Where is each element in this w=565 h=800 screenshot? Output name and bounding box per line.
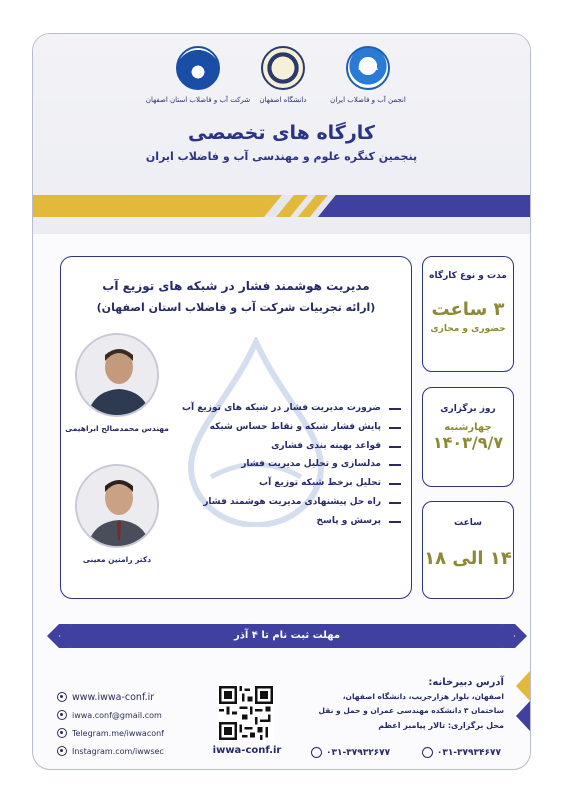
address-heading: آدرس دبیرخانه: (428, 677, 504, 688)
workshop-panel (60, 256, 412, 599)
workshop-topic: مدیریت هوشمند فشار در شبکه های توزیع آب (102, 279, 370, 293)
venue-text: محل برگزاری: تالار پیامبر اعظم (378, 721, 504, 730)
qr-code-icon[interactable] (218, 685, 274, 741)
date-weekday: چهارشنبه (444, 422, 492, 433)
date-label: روز برگزاری (440, 404, 496, 414)
presenter-name: دکتر رامتین معینی (82, 555, 152, 564)
list-item (171, 493, 401, 512)
decorative-stripes (33, 192, 530, 220)
address-block (294, 677, 504, 730)
bullet-dash-icon (389, 408, 401, 410)
person-avatar-icon (77, 466, 159, 548)
contact-text: iwwa.conf@gmail.com (72, 710, 162, 720)
workshop-topic-subtitle: (ارائه تجربیات شرکت آب و فاضلاب استان اصفهان) (96, 301, 376, 314)
agenda-item-text: قواعد بهینه بندی فشاری (271, 440, 381, 451)
person-avatar-icon (77, 335, 159, 417)
presenter-photo (75, 464, 159, 548)
logo-row (33, 46, 530, 126)
instagram-icon (57, 746, 67, 756)
globe-icon (57, 692, 67, 702)
agenda-item-text: راه حل پیشنهادی مدیریت هوشمند فشار (203, 496, 381, 507)
contact-list (57, 689, 187, 761)
qr-caption: iwwa-conf.ir (212, 745, 282, 756)
duration-value: ۳ ساعت (431, 299, 505, 320)
bullet-dash-icon (389, 483, 401, 485)
duration-type: حضوری و مجازی (430, 324, 506, 334)
phone-list (311, 747, 501, 758)
address-line: اصفهان، بلوار هزارجریب، دانشگاه اصفهان، (342, 692, 504, 701)
bullet-dash-icon (389, 502, 401, 504)
agenda-list (171, 399, 401, 531)
iwwa-caption: انجمن آب و فاضلاب ایران (330, 96, 406, 104)
telegram-icon (57, 728, 67, 738)
phone-icon (311, 747, 322, 758)
instagram-link[interactable] (57, 743, 187, 759)
agenda-item-text: پرسش و پاسخ (316, 515, 381, 526)
time-value: ۱۴ الی ۱۸ (424, 548, 512, 569)
phone-text: ۰۳۱-۳۷۹۳۴۶۷۷ (436, 747, 501, 758)
water-company-caption: شرکت آب و فاضلاب استان اصفهان (145, 96, 251, 104)
time-box (422, 501, 514, 599)
date-value: ۱۴۰۳/۹/۷ (432, 433, 504, 452)
presenter-photo (75, 333, 159, 417)
list-item (171, 455, 401, 474)
list-item (171, 418, 401, 437)
registration-deadline-banner: مهلت ثبت نام تا ۴ آذر (60, 624, 514, 648)
page-subtitle: پنجمین کنگره علوم و مهندسی آب و فاضلاب ایران (145, 150, 418, 163)
bullet-dash-icon (389, 446, 401, 448)
phone-number[interactable] (422, 747, 501, 758)
bullet-dash-icon (389, 427, 401, 429)
presenter-name: مهندس محمدصالح ابراهیمی (65, 424, 169, 433)
phone-text: ۰۳۱-۳۷۹۳۲۶۷۷ (326, 747, 391, 758)
list-item (171, 512, 401, 531)
email-link[interactable] (57, 707, 187, 723)
page-title: کارگاه های تخصصی (188, 122, 375, 144)
contact-text: www.iwwa-conf.ir (72, 691, 155, 703)
contact-text: Telegram.me/iwwaconf (72, 728, 164, 738)
list-item (171, 437, 401, 456)
website-link[interactable] (57, 689, 187, 705)
agenda-item-text: پایش فشار شبکه و نقاط حساس شبکه (209, 421, 381, 432)
bullet-dash-icon (389, 464, 401, 466)
water-drop-emblem-icon (176, 46, 220, 90)
agenda-item-text: ضرورت مدیریت فشار در شبکه های توزیع آب (181, 403, 381, 413)
iwwa-badge-text: IWWA (358, 65, 378, 72)
list-item (171, 474, 401, 493)
bullet-dash-icon (389, 521, 401, 523)
time-label: ساعت (454, 518, 482, 528)
footer (33, 659, 530, 770)
duration-box (422, 256, 514, 372)
date-box (422, 387, 514, 487)
at-icon (57, 710, 67, 720)
address-line: ساختمان ۳ دانشکده مهندسی عمران و حمل و نقل (318, 706, 504, 715)
poster-card (32, 33, 531, 770)
list-item (171, 399, 401, 418)
iwwa-emblem-icon (346, 46, 390, 90)
telegram-link[interactable] (57, 725, 187, 741)
agenda-item-text: مدلسازی و تحلیل مدیریت فشار (241, 459, 381, 470)
university-emblem-icon (261, 46, 305, 90)
phone-icon (422, 747, 433, 758)
water-company-logo (133, 46, 263, 104)
duration-label: مدت و نوع کارگاه (429, 271, 507, 281)
agenda-item-text: تحلیل برخط شبکه توزیع آب (259, 478, 381, 489)
decorative-triangles (516, 671, 530, 731)
phone-number[interactable] (311, 747, 390, 758)
university-caption: دانشگاه اصفهان (259, 96, 307, 104)
contact-text: Instagram.com/iwwsec (72, 746, 164, 756)
